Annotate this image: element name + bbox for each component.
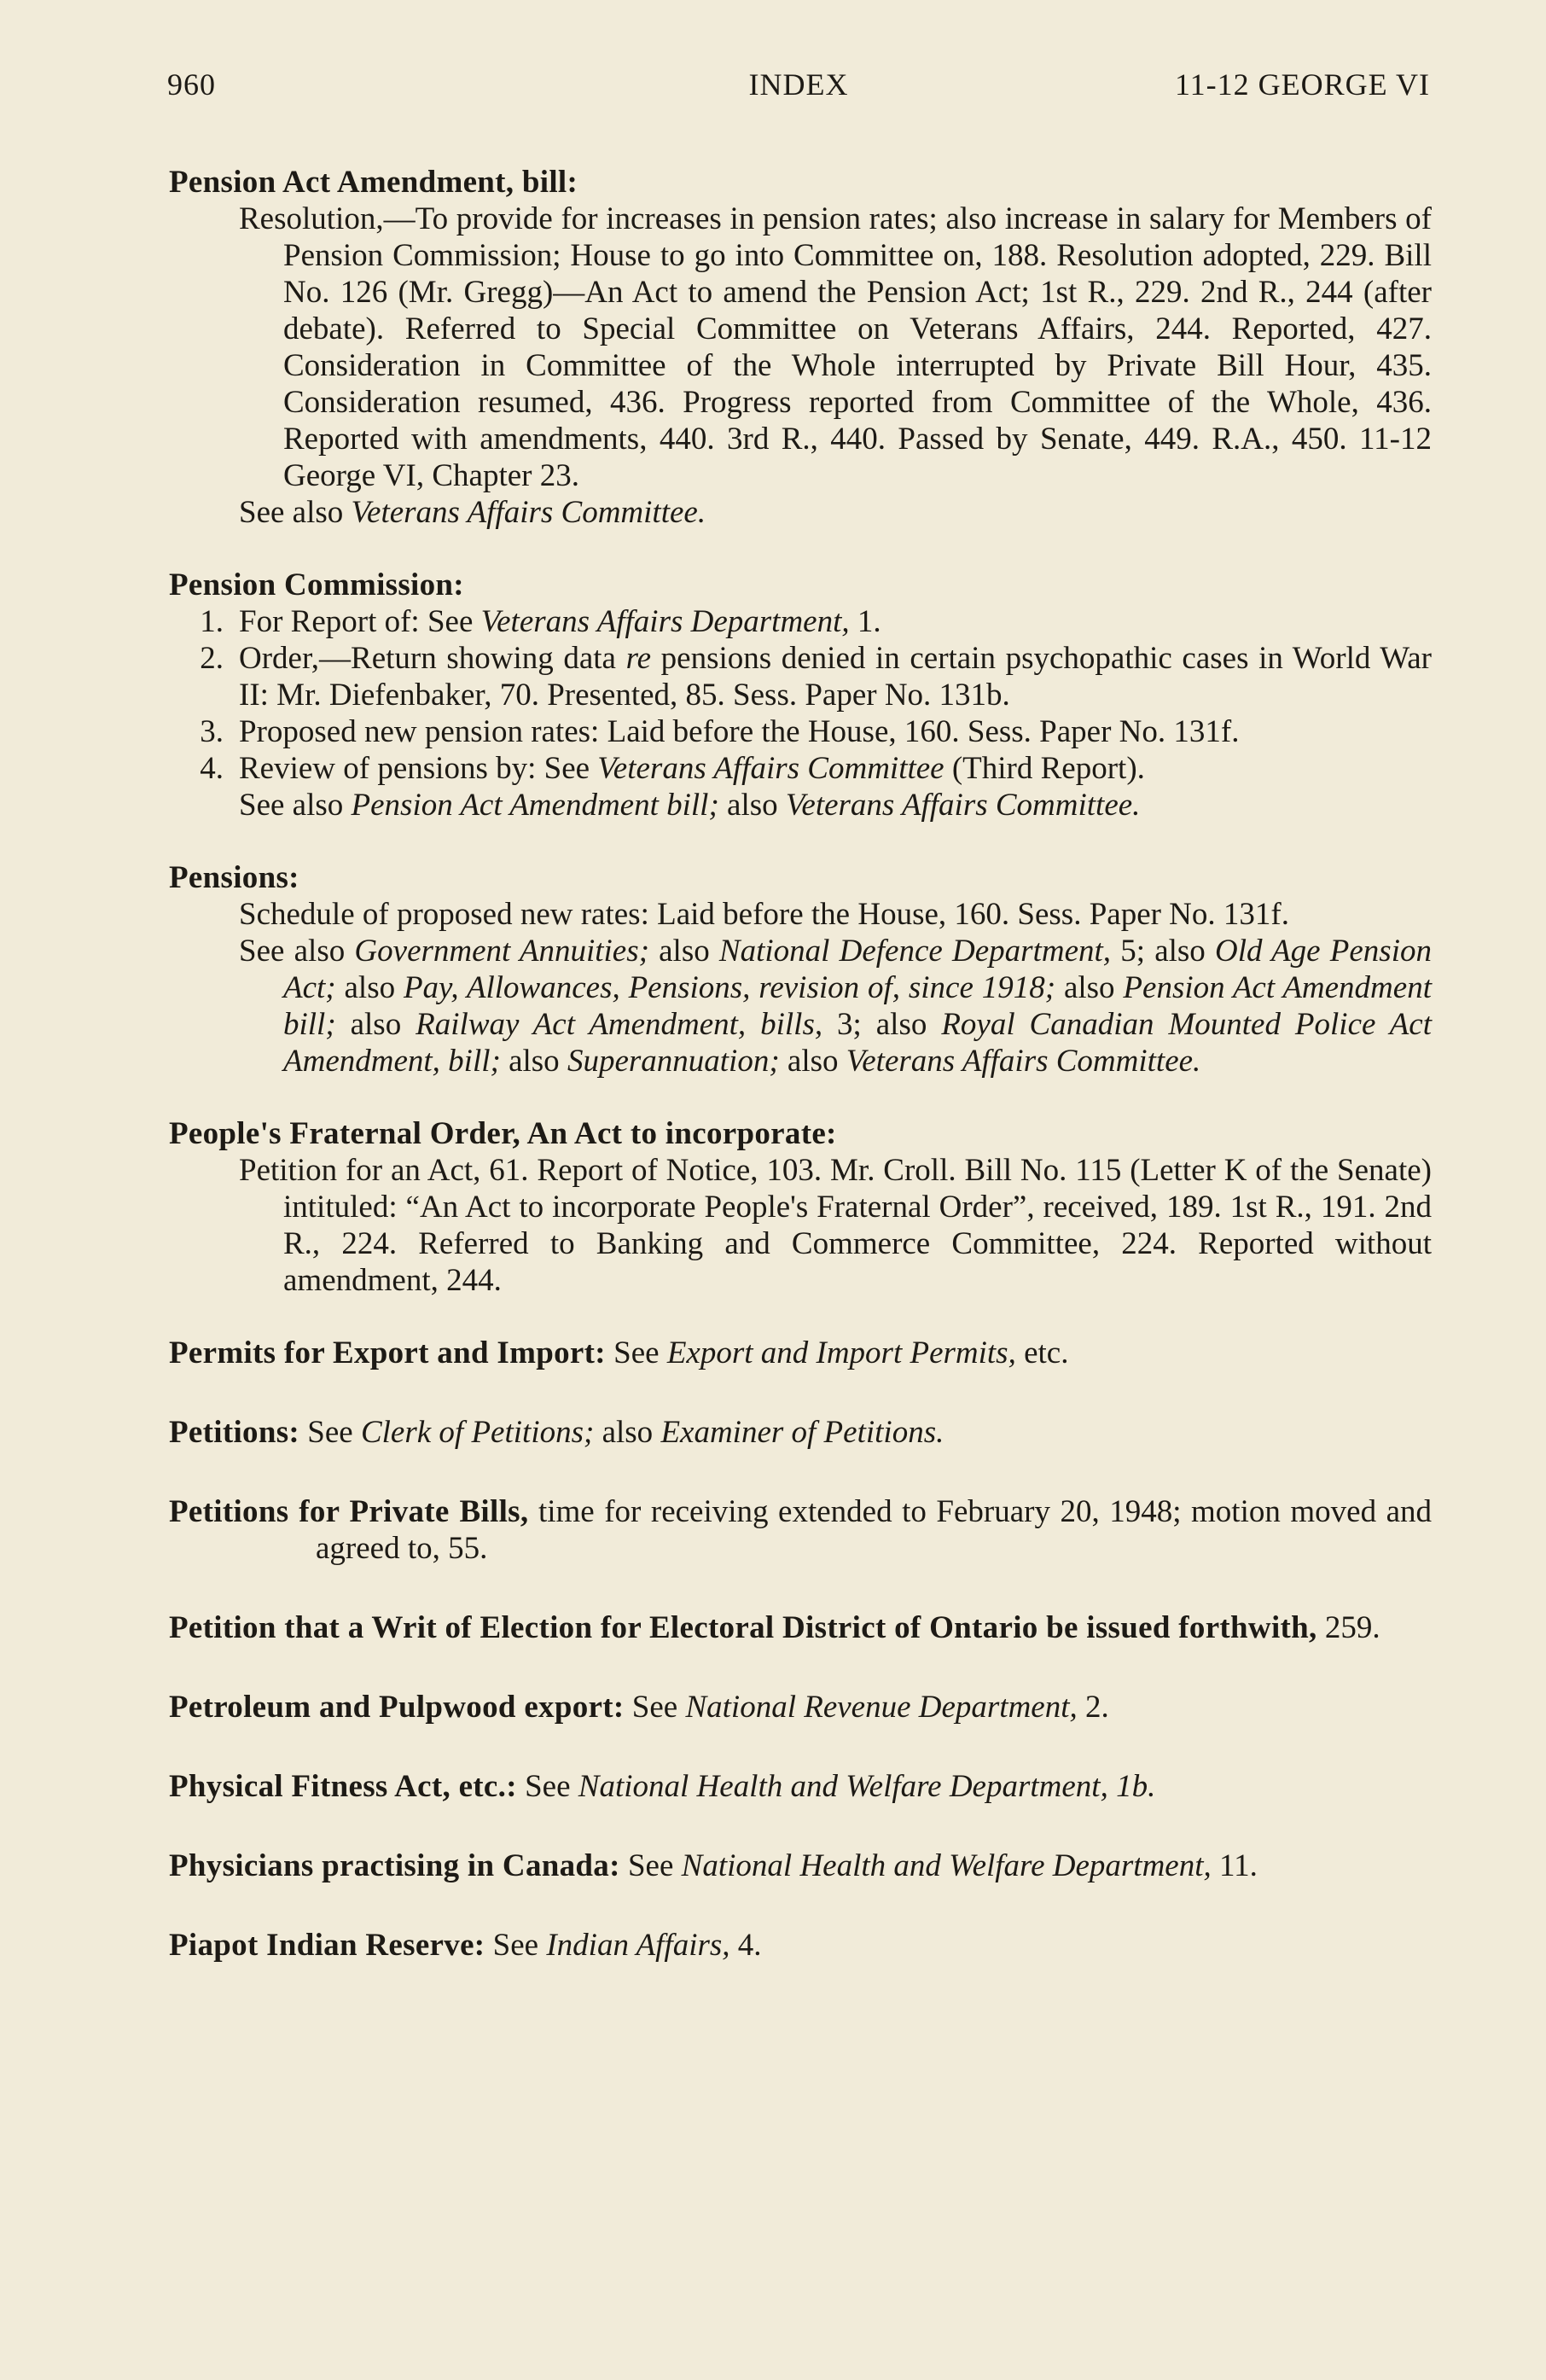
entry-piapot: Piapot Indian Reserve: See Indian Affairs, 4. — [169, 1928, 762, 1963]
item-text: Proposed new pension rates: Laid before the House, 160. Sess. Paper No. 131f. — [239, 714, 1240, 749]
entry-heading: Physical Fitness Act, etc.: — [169, 1769, 517, 1804]
item-text: For Report of: See Veterans Affairs Department, 1. — [239, 604, 881, 639]
see-connector: also — [335, 1007, 416, 1042]
entry-heading: Petitions for Private Bills, — [169, 1494, 529, 1529]
see-ref: Royal Canadian Mounted Police Act Amendment, bill; — [283, 1007, 1432, 1079]
item-text: Review of pensions by: See Veterans Affairs Committee (Third Report). — [239, 751, 1145, 786]
list-item — [169, 750, 1432, 787]
see-ref: Pay, Allowances, Pensions, revision of, since 1918; — [403, 970, 1056, 1005]
see-ref: Railway Act Amendment, bills, — [416, 1007, 823, 1042]
entry-physical-fitness: Physical Fitness Act, etc.: See National Health and Welfare Department, 1b. — [169, 1769, 1156, 1804]
page-number: 960 — [167, 67, 216, 102]
list-item — [169, 640, 1432, 713]
item-text: Order,—Return showing data re pensions denied in certain psychopathic cases in World War II: Mr. Diefenbaker, 70. Presented, 85. Sess. Paper No. 131b. — [239, 641, 1432, 713]
list-item — [169, 603, 1432, 640]
see-also-line: See also Pension Act Amendment bill; also Veterans Affairs Committee. — [239, 788, 1141, 823]
entry-physicians: Physicians practising in Canada: See National Health and Welfare Department, 11. — [169, 1848, 1258, 1883]
item-number: 3. — [200, 714, 224, 749]
entry-text: Petition for an Act, 61. Report of Notice, 103. Mr. Croll. Bill No. 115 (Letter K of the Senate) intituled: “An Act to incorporate People's Fraternal Order”, received, 189. 1st R., 191. 2nd R., 224. Referred to Banking and Commerce Committee, 224. Reported without amendment, 244. — [239, 1153, 1432, 1298]
item-number: 4. — [200, 751, 224, 786]
see-connector: also — [1055, 970, 1124, 1005]
see-ref: Veterans Affairs Committee. — [846, 1044, 1201, 1079]
see-also-line — [169, 933, 1432, 1079]
reign-label: 11-12 GEORGE VI — [1175, 67, 1430, 102]
index-body — [169, 164, 1432, 2006]
see-also-line — [169, 494, 1432, 531]
see-connector: also — [648, 934, 719, 969]
see-connector: 3; also — [822, 1007, 942, 1042]
entry-pensions — [169, 859, 1432, 1079]
entry-heading: Piapot Indian Reserve: — [169, 1928, 485, 1963]
entry-petition-writ — [169, 1609, 1432, 1646]
item-number: 2. — [200, 641, 224, 676]
entry-heading: Permits for Export and Import: — [169, 1335, 606, 1370]
entry-petitions-private-bills — [169, 1493, 1432, 1567]
see-ref: Pension Act Amendment bill; — [283, 970, 1432, 1042]
see-ref: Old Age Pension Act; — [283, 934, 1432, 1005]
entry-pension-act-amendment — [169, 164, 1432, 531]
see-connector: See also — [239, 934, 355, 969]
entry-permits: Permits for Export and Import: See Export and Import Permits, etc. — [169, 1335, 1069, 1370]
entry-heading: Pension Commission: — [169, 567, 464, 602]
see-ref: Superannuation; — [567, 1044, 780, 1079]
entry-petroleum: Petroleum and Pulpwood export: See National Revenue Department, 2. — [169, 1690, 1109, 1725]
see-connector: also — [335, 970, 404, 1005]
entry-heading: Physicians practising in Canada: — [169, 1848, 620, 1883]
entry-heading: Petitions: — [169, 1415, 300, 1450]
see-also-label: See also — [239, 495, 352, 530]
entry-text: time for receiving extended to February 20, 1948; motion moved and agreed to, 55. — [316, 1494, 1432, 1566]
entry-heading: Pension Act Amendment, bill: — [169, 165, 578, 200]
entry-pension-commission — [169, 567, 1432, 823]
entry-text: Schedule of proposed new rates: Laid before the House, 160. Sess. Paper No. 131f. — [239, 897, 1289, 932]
entry-heading: People's Fraternal Order, An Act to incorporate: — [169, 1116, 837, 1151]
see-ref: Export and Import Permits, — [666, 1335, 1016, 1370]
entry-text: 259. — [1316, 1610, 1380, 1645]
see-connector: also — [500, 1044, 567, 1079]
entry-heading: Pensions: — [169, 860, 299, 895]
see-ref: Government Annuities; — [354, 934, 649, 969]
list-item — [169, 713, 1432, 750]
see-ref: Veterans Affairs Committee. — [351, 495, 706, 530]
see-connector: 5; also — [1111, 934, 1216, 969]
entry-petitions: Petitions: See Clerk of Petitions; also Examiner of Petitions. — [169, 1415, 944, 1450]
see-ref: National Defence Department, — [718, 934, 1112, 969]
running-head — [167, 67, 1430, 109]
page-title: INDEX — [748, 67, 849, 102]
see-connector: also — [779, 1044, 846, 1079]
entry-peoples-fraternal-order — [169, 1115, 1432, 1299]
entry-heading: Petroleum and Pulpwood export: — [169, 1690, 625, 1725]
entry-text: Resolution,—To provide for increases in pension rates; also increase in salary for Members of Pension Commission; House to go into Committee on, 188. Resolution adopted, 229. Bill No. 126 (Mr. Gregg)—An Act to amend the Pension Act; 1st R., 229. 2nd R., 244 (after debate). Referred to Special Committee on Veterans Affairs, 244. Reported, 427. Consideration in Committee of the Whole interrupted by Private Bill Hour, 435. Consideration resumed, 436. Progress reported from Committee of the Whole, 436. Reported with amendments, 440. 3rd R., 440. Passed by Senate, 449. R.A., 450. 11-12 George VI, Chapter 23. — [239, 201, 1432, 493]
entry-heading: Petition that a Writ of Election for Electoral District of Ontario be issued forthwith, — [169, 1610, 1317, 1645]
item-number: 1. — [200, 604, 224, 639]
